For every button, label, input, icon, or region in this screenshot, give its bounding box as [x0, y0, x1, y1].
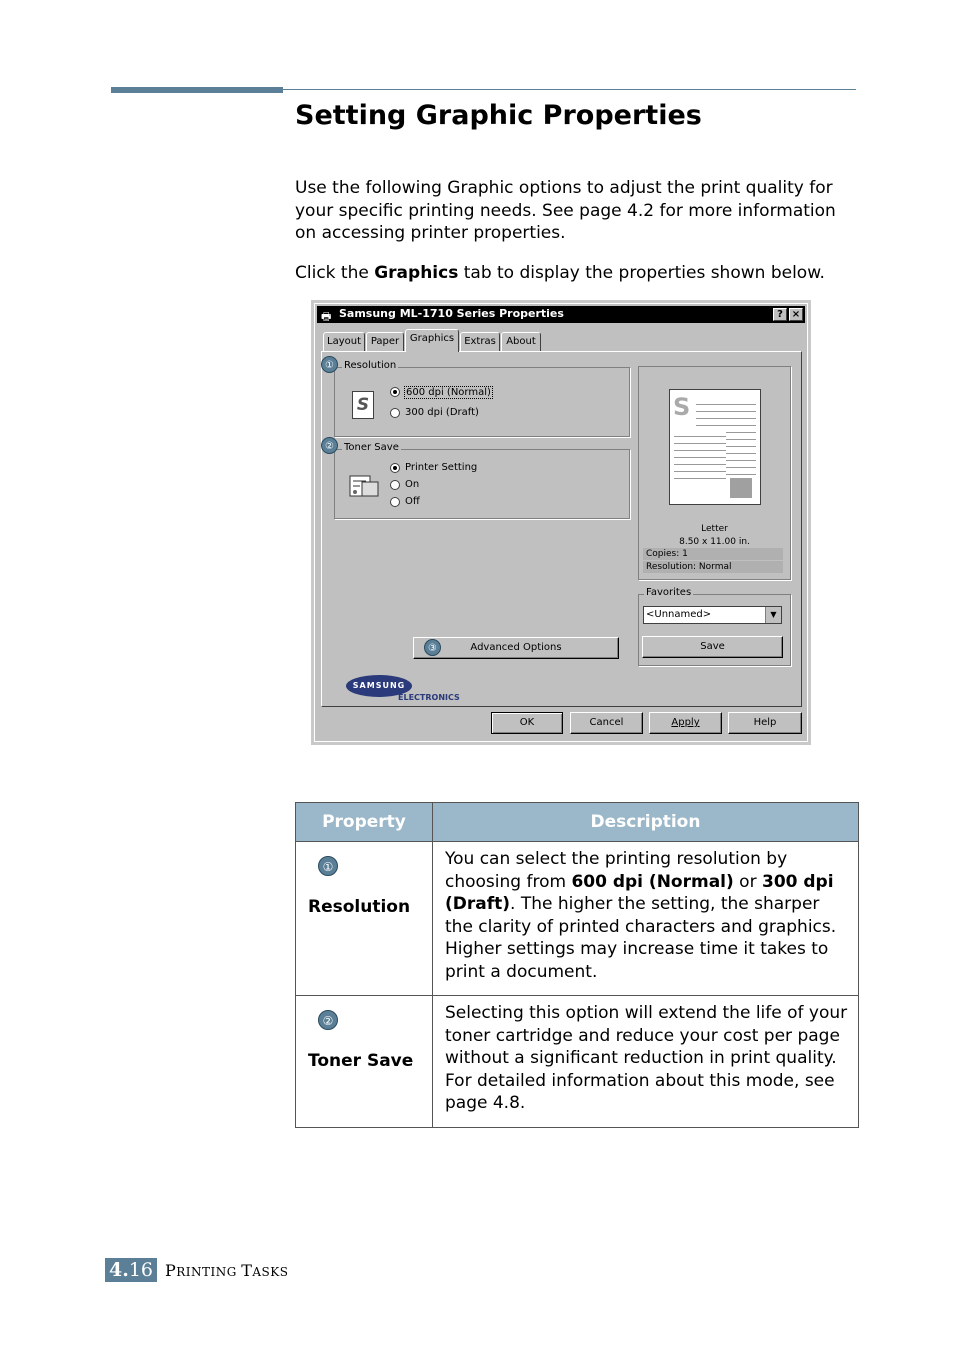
- preview-image-block: [730, 478, 752, 498]
- radio-toner-on[interactable]: [390, 480, 400, 490]
- resolution-icon: S: [352, 391, 374, 419]
- preview-copies: Copies: 1: [643, 548, 783, 560]
- help-button[interactable]: Help: [728, 712, 802, 734]
- page-title: Setting Graphic Properties: [295, 100, 702, 131]
- section-rest: ASKS: [252, 1265, 289, 1279]
- desc-text: or: [733, 871, 762, 892]
- preview-resolution: Resolution: Normal: [643, 561, 783, 573]
- help-title-button[interactable]: ?: [773, 308, 787, 321]
- graphics-panel: [321, 351, 802, 707]
- section-cap: P: [165, 1261, 177, 1280]
- chevron-down-icon[interactable]: ▼: [765, 607, 781, 623]
- preview-paper-name: Letter: [701, 524, 728, 534]
- section-rest: RINTING: [176, 1265, 242, 1279]
- cancel-button[interactable]: Cancel: [570, 712, 643, 734]
- favorites-dropdown[interactable]: [643, 606, 782, 624]
- header-property: Property: [296, 803, 433, 842]
- description-cell: Selecting this option will extend the life of your toner cartridge and reduce your cost per page without a significant reduction in print quality. For detailed information about this mode, see page 4.8.: [433, 996, 859, 1128]
- page-num: 16: [128, 1259, 154, 1281]
- section-cap: T: [241, 1261, 253, 1280]
- tab-graphics[interactable]: Graphics: [405, 329, 459, 352]
- resolution-group: [334, 367, 630, 437]
- favorites-value: <Unnamed>: [646, 609, 712, 620]
- preview-paper-size: 8.50 x 11.00 in.: [679, 537, 750, 547]
- printer-icon: 🖶: [321, 310, 332, 323]
- radio-600dpi[interactable]: [390, 387, 400, 397]
- option-printer-setting[interactable]: Printer Setting: [405, 462, 478, 473]
- radio-printer-setting[interactable]: [390, 463, 400, 473]
- tab-layout[interactable]: Layout: [323, 332, 365, 351]
- desc-text: . The higher the setting, the sharper the clarity of printed characters and graphics. Higher settings may increase time it takes to print a document.: [445, 894, 837, 982]
- tab-about[interactable]: About: [501, 332, 541, 351]
- resolution-group-label: Resolution: [344, 360, 397, 371]
- property-name: Toner Save: [308, 1050, 414, 1071]
- advanced-options-button[interactable]: [413, 637, 619, 659]
- favorites-label: Favorites: [646, 587, 692, 598]
- apply-button[interactable]: Apply: [649, 712, 722, 734]
- callout-1: ①: [321, 356, 338, 373]
- toner-save-group-label: Toner Save: [344, 442, 399, 453]
- property-name: Resolution: [308, 896, 411, 917]
- instruction-bold: Graphics: [374, 263, 459, 283]
- properties-dialog: [314, 303, 808, 742]
- option-toner-on[interactable]: On: [405, 479, 420, 490]
- option-600dpi[interactable]: 600 dpi (Normal): [406, 387, 491, 398]
- option-300dpi[interactable]: 300 dpi (Draft): [405, 407, 479, 418]
- desc-bold: 300 dpi (Draft): [445, 871, 834, 914]
- table-row: [296, 842, 859, 996]
- preview-s-icon: S: [673, 393, 691, 421]
- toner-cartridge-icon: [348, 470, 380, 500]
- desc-text: You can select the printing resolution by choosing from: [445, 849, 788, 892]
- desc-bold: 600 dpi (Normal): [571, 871, 734, 892]
- close-button[interactable]: ×: [789, 308, 803, 321]
- header-rule: [283, 89, 856, 90]
- ok-button[interactable]: OK: [491, 712, 563, 734]
- option-toner-off[interactable]: Off: [405, 496, 420, 507]
- intro-paragraph: Use the following Graphic options to adjust the print quality for your specific printing needs. See page 4.2 for more information on accessing printer properties.: [295, 178, 836, 243]
- header-rule-accent: [111, 87, 283, 93]
- advanced-options-label: Advanced Options: [470, 642, 562, 653]
- property-cell: [296, 996, 433, 1128]
- instruction-text-end: tab to display the properties shown below.: [458, 263, 825, 283]
- radio-300dpi[interactable]: [390, 408, 400, 418]
- tab-paper[interactable]: Paper: [366, 332, 404, 351]
- property-cell: [296, 842, 433, 996]
- callout-3: ③: [424, 639, 441, 656]
- radio-toner-off[interactable]: [390, 497, 400, 507]
- samsung-logo: SAMSUNG: [346, 675, 412, 697]
- header-description: Description: [433, 803, 859, 842]
- page-preview: [669, 389, 761, 505]
- property-table: [295, 802, 859, 1128]
- page-number: [105, 1258, 157, 1282]
- samsung-logo-sub: ELECTRONICS: [398, 693, 460, 702]
- callout-1-table: ①: [318, 856, 338, 876]
- tab-extras[interactable]: Extras: [460, 332, 500, 351]
- instruction-text: Click the: [295, 263, 375, 283]
- dialog-title: Samsung ML-1710 Series Properties: [339, 307, 564, 320]
- section-name: [165, 1261, 288, 1280]
- callout-2-table: ②: [318, 1010, 338, 1030]
- chapter-number: 4.: [108, 1259, 129, 1281]
- table-header-row: [296, 803, 859, 842]
- description-cell: [433, 842, 859, 996]
- dialog-titlebar: [317, 306, 805, 323]
- favorites-save-button[interactable]: Save: [642, 636, 783, 658]
- preview-text-lines-left: [674, 430, 726, 484]
- instruction-paragraph: [295, 262, 860, 285]
- callout-2: ②: [321, 437, 338, 454]
- table-row: [296, 996, 859, 1128]
